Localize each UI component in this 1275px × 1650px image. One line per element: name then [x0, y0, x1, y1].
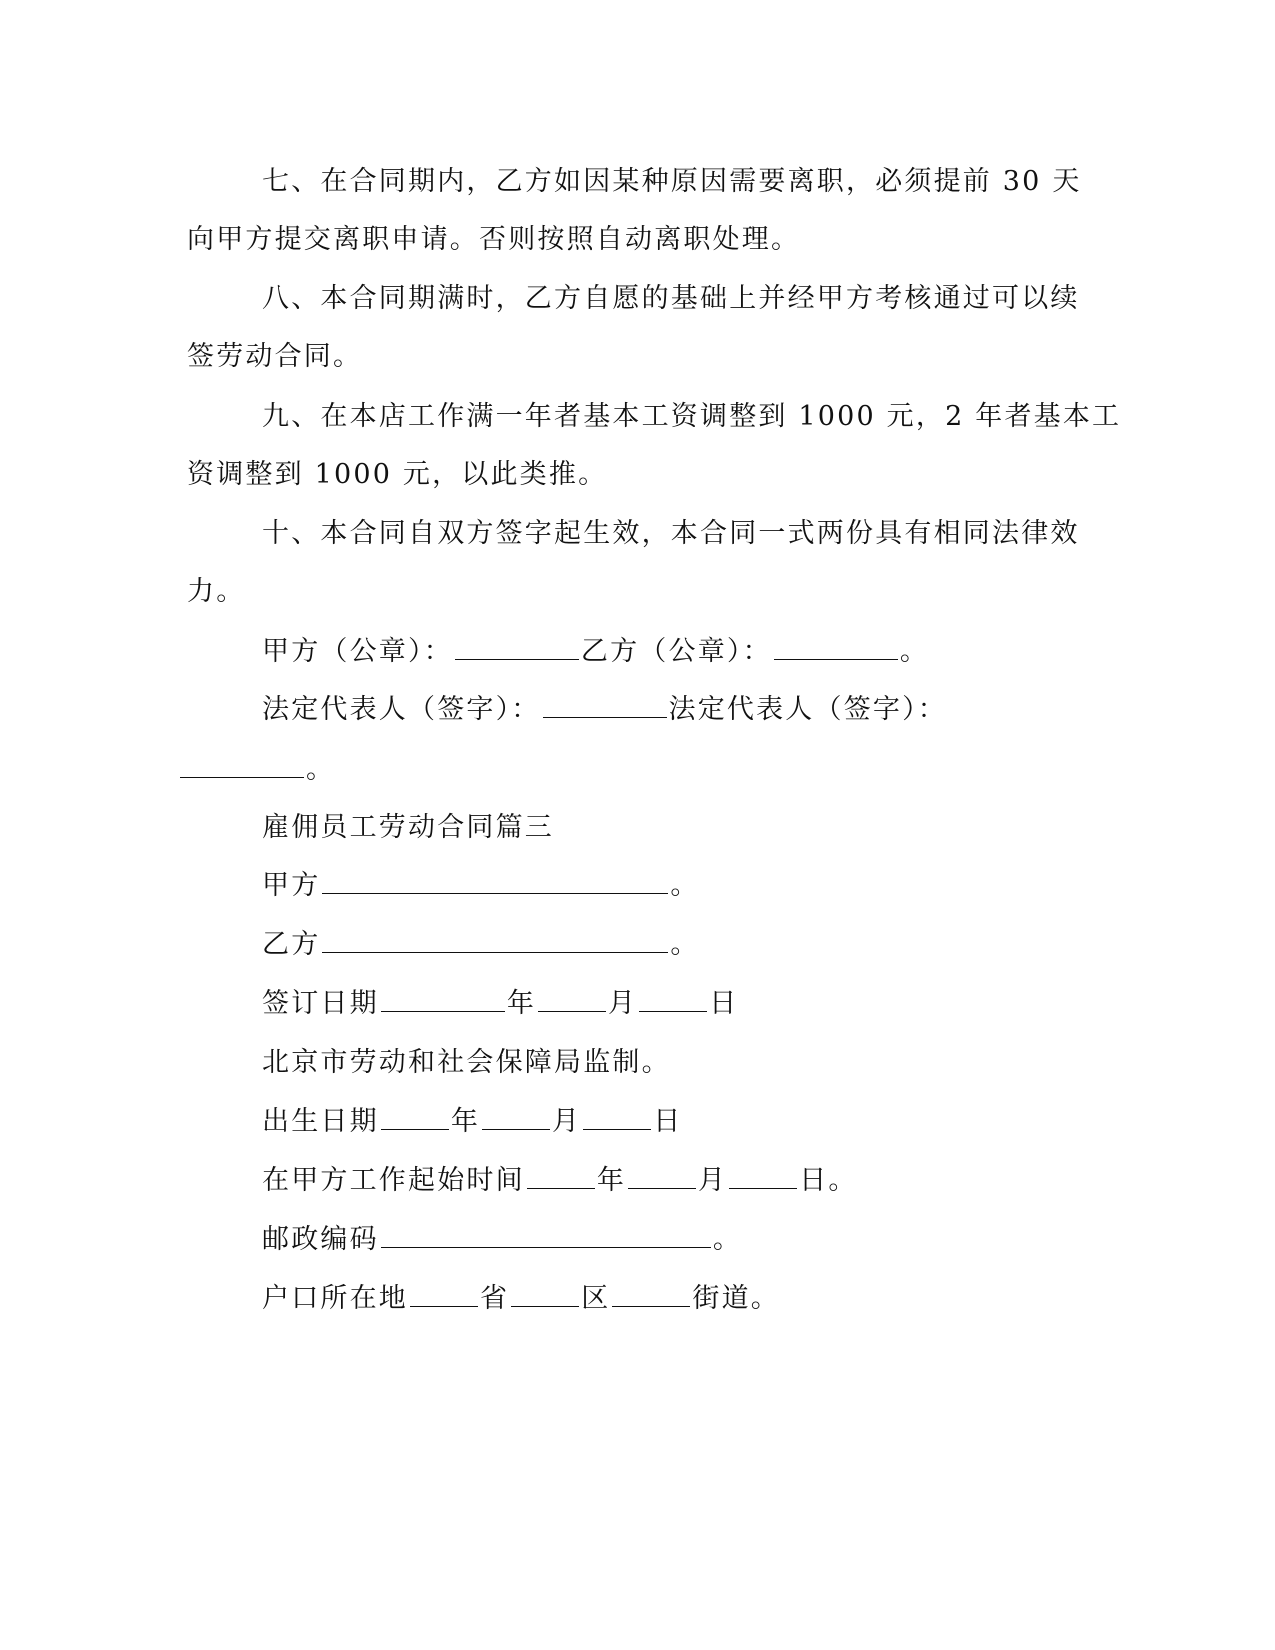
- hukou-label: 户口所在地: [262, 1283, 408, 1314]
- birth-date-line: [262, 1102, 682, 1142]
- party-a-seal-blank[interactable]: [455, 633, 579, 660]
- sign-day-blank[interactable]: [639, 985, 707, 1012]
- sign-year-blank[interactable]: [381, 985, 505, 1012]
- year-label: 年: [596, 1165, 627, 1196]
- work-year-blank[interactable]: [527, 1162, 595, 1189]
- clause-7-line-2: [187, 220, 800, 260]
- birth-year-blank[interactable]: [381, 1103, 449, 1130]
- section-3-title: [262, 808, 554, 848]
- party-b-blank[interactable]: [322, 926, 668, 953]
- street-blank[interactable]: [612, 1280, 690, 1307]
- party-b-label: 乙方: [262, 929, 321, 960]
- party-b-seal-label: 乙方（公章）：: [580, 636, 772, 667]
- clause-10-line-2: [187, 572, 245, 612]
- end-mark: 。: [899, 636, 930, 667]
- legal-rep-line: [262, 690, 947, 730]
- birth-day-blank[interactable]: [583, 1103, 651, 1130]
- period: 。: [712, 1224, 743, 1255]
- clause-text: 七、在合同期内，乙方如因某种原因需要离职，必须提前 30 天: [262, 166, 1082, 197]
- year-label: 年: [450, 1106, 481, 1137]
- sign-date-line: [262, 984, 738, 1024]
- province-label: 省: [480, 1283, 510, 1314]
- birth-month-blank[interactable]: [482, 1103, 550, 1130]
- day-label: 日: [653, 1106, 683, 1137]
- seal-line: [262, 632, 929, 672]
- clause-10-line-1: [262, 514, 1080, 554]
- day-label: 日: [709, 988, 739, 1019]
- district-blank[interactable]: [511, 1280, 579, 1307]
- clause-text: 十、本合同自双方签字起生效，本合同一式两份具有相同法律效: [262, 518, 1080, 549]
- legal-rep-b-blank[interactable]: [180, 751, 304, 778]
- legal-rep-b-label: 法定代表人（签字）：: [668, 694, 947, 725]
- end-mark: 。: [306, 754, 336, 785]
- hukou-line: [262, 1279, 780, 1319]
- sign-month-blank[interactable]: [538, 985, 606, 1012]
- clause-text: 签劳动合同。: [187, 341, 363, 372]
- month-label: 月: [608, 988, 638, 1019]
- clause-7-line-1: [262, 162, 1082, 202]
- supervisor-line: [262, 1043, 671, 1083]
- clause-8-line-2: [187, 337, 362, 377]
- clause-8-line-1: [262, 279, 1080, 319]
- supervisor-text: 北京市劳动和社会保障局监制。: [262, 1047, 671, 1078]
- sign-date-label: 签订日期: [262, 988, 379, 1019]
- legal-rep-a-blank[interactable]: [543, 691, 667, 718]
- clause-9-line-1: [262, 397, 1121, 437]
- period: 。: [670, 870, 700, 901]
- clause-text: 向甲方提交离职申请。否则按照自动离职处理。: [187, 224, 801, 255]
- party-a-blank[interactable]: [322, 867, 668, 894]
- province-blank[interactable]: [410, 1280, 478, 1307]
- clause-9-line-2: [187, 455, 607, 495]
- day-label: 日。: [799, 1165, 858, 1196]
- party-b-seal-blank[interactable]: [774, 633, 898, 660]
- month-label: 月: [698, 1165, 728, 1196]
- clause-text: 八、本合同期满时，乙方自愿的基础上并经甲方考核通过可以续: [262, 283, 1080, 314]
- clause-text: 力。: [187, 576, 246, 607]
- month-label: 月: [552, 1106, 582, 1137]
- work-start-line: [262, 1161, 858, 1201]
- year-label: 年: [506, 988, 537, 1019]
- work-start-label: 在甲方工作起始时间: [262, 1165, 525, 1196]
- legal-rep-b-line: [180, 750, 335, 790]
- period: 。: [670, 929, 700, 960]
- birth-date-label: 出生日期: [262, 1106, 379, 1137]
- work-month-blank[interactable]: [628, 1162, 696, 1189]
- postal-code-line: [262, 1220, 742, 1260]
- postal-code-label: 邮政编码: [262, 1224, 379, 1255]
- party-a-line: [262, 866, 700, 906]
- postal-code-blank[interactable]: [381, 1221, 711, 1248]
- party-a-label: 甲方: [262, 870, 321, 901]
- section-title: 雇佣员工劳动合同篇三: [262, 812, 554, 843]
- work-day-blank[interactable]: [729, 1162, 797, 1189]
- party-a-seal-label: 甲方（公章）：: [262, 636, 453, 667]
- party-b-line: [262, 925, 700, 965]
- street-label: 街道。: [692, 1283, 781, 1314]
- legal-rep-a-label: 法定代表人（签字）：: [262, 694, 541, 725]
- clause-text: 九、在本店工作满一年者基本工资调整到 1000 元，2 年者基本工: [262, 401, 1122, 432]
- district-label: 区: [581, 1283, 611, 1314]
- clause-text: 资调整到 1000 元，以此类推。: [187, 459, 608, 490]
